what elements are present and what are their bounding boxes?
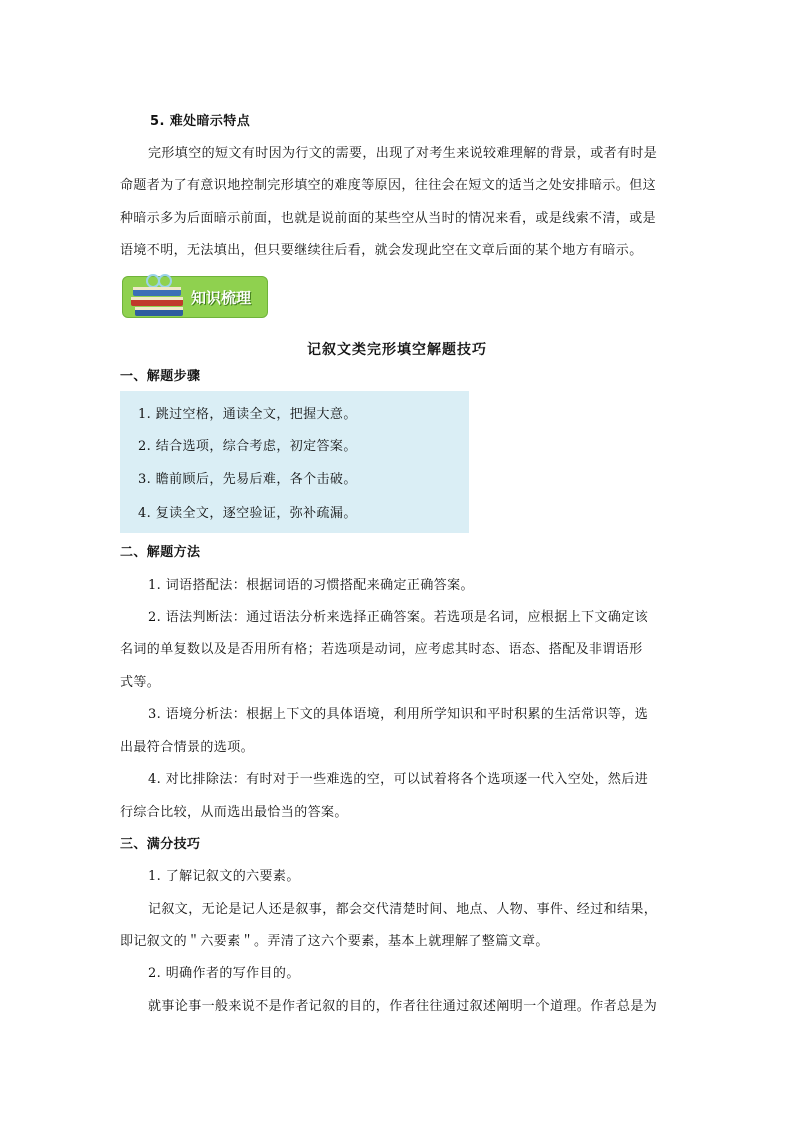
books-icon (127, 271, 191, 319)
part3-heading: 三、满分技巧 (120, 837, 201, 852)
step-item: 3. 瞻前顾后，先易后难，各个击破。 (138, 472, 357, 487)
document-title: 记叙文类完形填空解题技巧 (307, 342, 487, 358)
section-heading: 5. 难处暗示特点 (150, 114, 251, 129)
paragraph-line: 即记叙文的＂六要素＂。弄清了这六个要素，基本上就理解了整篇文章。 (120, 934, 549, 949)
step-item: 2. 结合选项，综合考虑，初定答案。 (138, 439, 357, 454)
knowledge-badge (122, 276, 268, 318)
paragraph-line: 完形填空的短文有时因为行文的需要，出现了对考生来说较难理解的背景，或者有时是 (148, 146, 658, 161)
steps-box (120, 391, 469, 533)
paragraph-line: 记叙文，无论是记人还是叙事，都会交代清楚时间、地点、人物、事件、经过和结果， (148, 902, 658, 917)
paragraph-line: 语境不明，无法填出，但只要继续往后看，就会发现此空在文章后面的某个地方有暗示。 (120, 243, 643, 258)
paragraph-line: 就事论事一般来说不是作者记叙的目的，作者往往通过叙述阐明一个道理。作者总是为 (148, 999, 658, 1014)
step-item: 1. 跳过空格，通读全文，把握大意。 (138, 407, 357, 422)
paragraph-line: 种暗示多为后面暗示前面，也就是说前面的某些空从当时的情况来看，或是线索不清，或是 (120, 211, 657, 226)
paragraph-line: 3. 语境分析法：根据上下文的具体语境，利用所学知识和平时积累的生活常识等，选 (148, 707, 649, 722)
paragraph-line: 2. 语法判断法：通过语法分析来选择正确答案。若选项是名词，应根据上下文确定该 (148, 610, 649, 625)
paragraph-line: 1. 了解记叙文的六要素。 (148, 869, 300, 884)
paragraph-line: 2. 明确作者的写作目的。 (148, 966, 300, 981)
paragraph-line: 式等。 (120, 675, 161, 690)
step-item: 4. 复读全文，逐空验证，弥补疏漏。 (138, 506, 357, 521)
paragraph-line: 名词的单复数以及是否用所有格；若选项是动词，应考虑其时态、语态、搭配及非谓语形 (120, 642, 643, 657)
paragraph-line: 命题者为了有意识地控制完形填空的难度等原因，往往会在短文的适当之处安排暗示。但这 (120, 178, 657, 193)
badge-label: 知识梳理 (191, 289, 252, 307)
paragraph-line: 1. 词语搭配法：根据词语的习惯搭配来确定正确答案。 (148, 578, 474, 593)
part1-heading: 一、解题步骤 (120, 369, 201, 384)
paragraph-line: 行综合比较，从而选出最恰当的答案。 (120, 805, 348, 820)
paragraph-line: 4. 对比排除法：有时对于一些难选的空，可以试着将各个选项逐一代入空处，然后进 (148, 772, 649, 787)
paragraph-line: 出最符合情景的选项。 (120, 740, 255, 755)
part2-heading: 二、解题方法 (120, 545, 201, 560)
